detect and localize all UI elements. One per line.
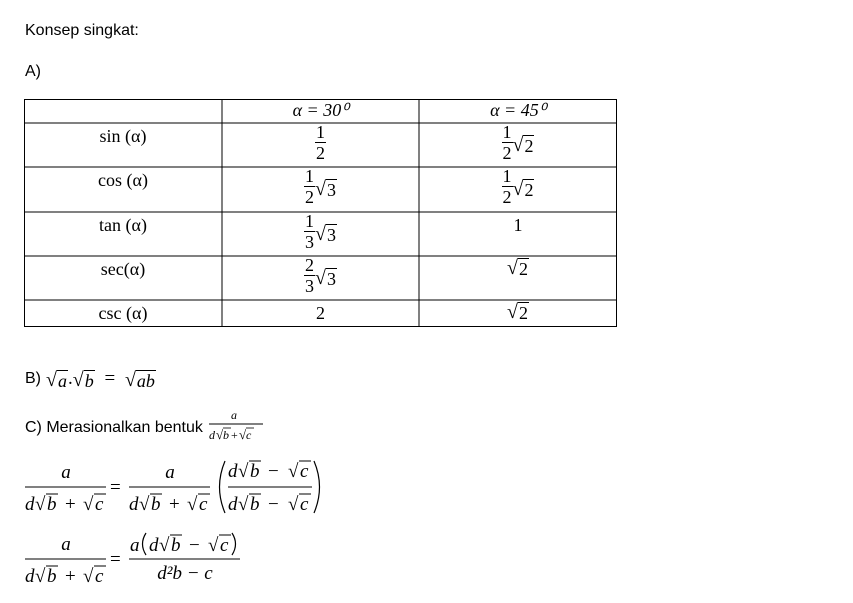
- numerator: 1: [502, 166, 512, 186]
- small-plus: +: [230, 428, 238, 442]
- eq1-num: a: [61, 462, 71, 483]
- header-alpha-45: α = 45⁰: [490, 100, 546, 120]
- svg-text:√: √: [187, 494, 198, 515]
- svg-text:b: b: [250, 494, 260, 515]
- denominator: 3: [305, 232, 314, 252]
- eq1-den-d: d: [25, 494, 35, 515]
- part-b-label: B): [25, 370, 41, 387]
- svg-text:−: −: [268, 494, 279, 515]
- cell-csc-30: 2: [316, 303, 325, 323]
- heading: Konsep singkat:: [25, 22, 139, 39]
- svg-text:a: a: [130, 535, 140, 556]
- small-den-c: c: [245, 428, 252, 442]
- radicand: 3: [326, 180, 336, 200]
- svg-text:c: c: [300, 461, 309, 482]
- row-label-csc: csc (α): [98, 303, 148, 323]
- row-label-sec: sec(α): [100, 259, 146, 279]
- radicand: 3: [326, 269, 336, 289]
- svg-text:b: b: [151, 494, 161, 515]
- denominator: 2: [305, 187, 314, 207]
- svg-text:√: √: [238, 494, 249, 515]
- svg-text:√: √: [35, 494, 46, 515]
- cell-sin-30: [222, 123, 419, 162]
- svg-text:b: b: [250, 461, 260, 482]
- equation-2: [22, 527, 262, 592]
- numerator: 2: [305, 255, 314, 275]
- cell-tan-45: 1: [513, 215, 523, 235]
- small-den-d: d: [208, 428, 215, 442]
- radicand: 2: [524, 180, 534, 200]
- svg-text:d: d: [25, 566, 35, 587]
- svg-text:c: c: [220, 535, 229, 556]
- cell-sec-30: 2 3 √ 3: [305, 255, 336, 296]
- part-a-label: A): [25, 63, 41, 80]
- denominator: 2: [502, 143, 512, 163]
- numerator: 1: [305, 211, 314, 231]
- denominator: 2: [316, 143, 325, 163]
- trig-table: [24, 99, 617, 327]
- denominator: 3: [305, 276, 314, 296]
- svg-text:−: −: [268, 461, 279, 482]
- eq2-result-den: d²b − c: [157, 563, 213, 584]
- cell-cos-30: 1 2 √ 3: [305, 166, 336, 207]
- cell-csc-45: √ 2: [507, 301, 528, 323]
- svg-text:c: c: [95, 566, 104, 587]
- svg-text:√: √: [139, 494, 150, 515]
- svg-text:d: d: [129, 494, 139, 515]
- svg-text:√: √: [238, 427, 247, 442]
- svg-text:√: √: [238, 461, 249, 482]
- eq2-equals: =: [110, 549, 121, 570]
- svg-text:√: √: [83, 494, 94, 515]
- svg-text:√: √: [288, 494, 299, 515]
- eq2-num: a: [61, 534, 71, 555]
- numerator: 1: [502, 122, 512, 142]
- svg-text:b: b: [171, 535, 181, 556]
- radicand: 3: [326, 225, 336, 245]
- svg-text:c: c: [300, 494, 309, 515]
- cell-cos-45: 1 2 √ 2: [502, 166, 534, 207]
- svg-text:d: d: [149, 535, 159, 556]
- small-num: a: [230, 408, 237, 422]
- svg-text:√: √: [159, 535, 170, 556]
- svg-text:c: c: [199, 494, 208, 515]
- eq1-den-b: b: [47, 494, 57, 515]
- cell-sec-45: √ 2: [507, 257, 528, 279]
- numerator: 1: [305, 166, 314, 186]
- svg-text:√: √: [208, 535, 219, 556]
- svg-text:+: +: [169, 494, 180, 515]
- svg-text:√: √: [215, 427, 224, 442]
- radicand: a: [57, 370, 67, 391]
- svg-text:b: b: [47, 566, 57, 587]
- denominator: 2: [502, 187, 512, 207]
- equation-1: [22, 455, 332, 520]
- row-label-sin: sin (α): [99, 126, 147, 146]
- eq1-plus: +: [65, 494, 76, 515]
- eq1-den-c: c: [95, 494, 104, 515]
- small-den-b: b: [222, 428, 229, 442]
- cell-tan-30: 1 3 √ 3: [305, 211, 336, 252]
- svg-text:√: √: [83, 566, 94, 587]
- row-label-cos: cos (α): [98, 170, 148, 190]
- part-c-label: C) Merasionalkan bentuk: [25, 419, 203, 436]
- cell-sin-45: 1 2 √ 2: [502, 122, 534, 163]
- radicand: 2: [518, 259, 528, 279]
- radicand: 2: [518, 303, 528, 323]
- numerator: 1: [316, 122, 325, 142]
- svg-text:d: d: [228, 461, 238, 482]
- svg-text:+: +: [65, 566, 76, 587]
- eq1-mid-num: a: [165, 462, 175, 483]
- part-c-heading: [25, 404, 267, 444]
- eq1-equals: =: [110, 477, 121, 498]
- svg-text:−: −: [189, 535, 200, 556]
- part-b: B) √ a . √ b = √ ab: [25, 368, 155, 391]
- svg-text:d: d: [228, 494, 238, 515]
- svg-text:√: √: [288, 461, 299, 482]
- radicand: b: [84, 370, 94, 391]
- small-fraction: [207, 404, 267, 444]
- header-alpha-30: α = 30⁰: [292, 100, 349, 120]
- svg-text:√: √: [35, 566, 46, 587]
- radicand: ab: [136, 370, 155, 391]
- radicand: 2: [524, 136, 534, 156]
- row-label-tan: tan (α): [99, 215, 147, 235]
